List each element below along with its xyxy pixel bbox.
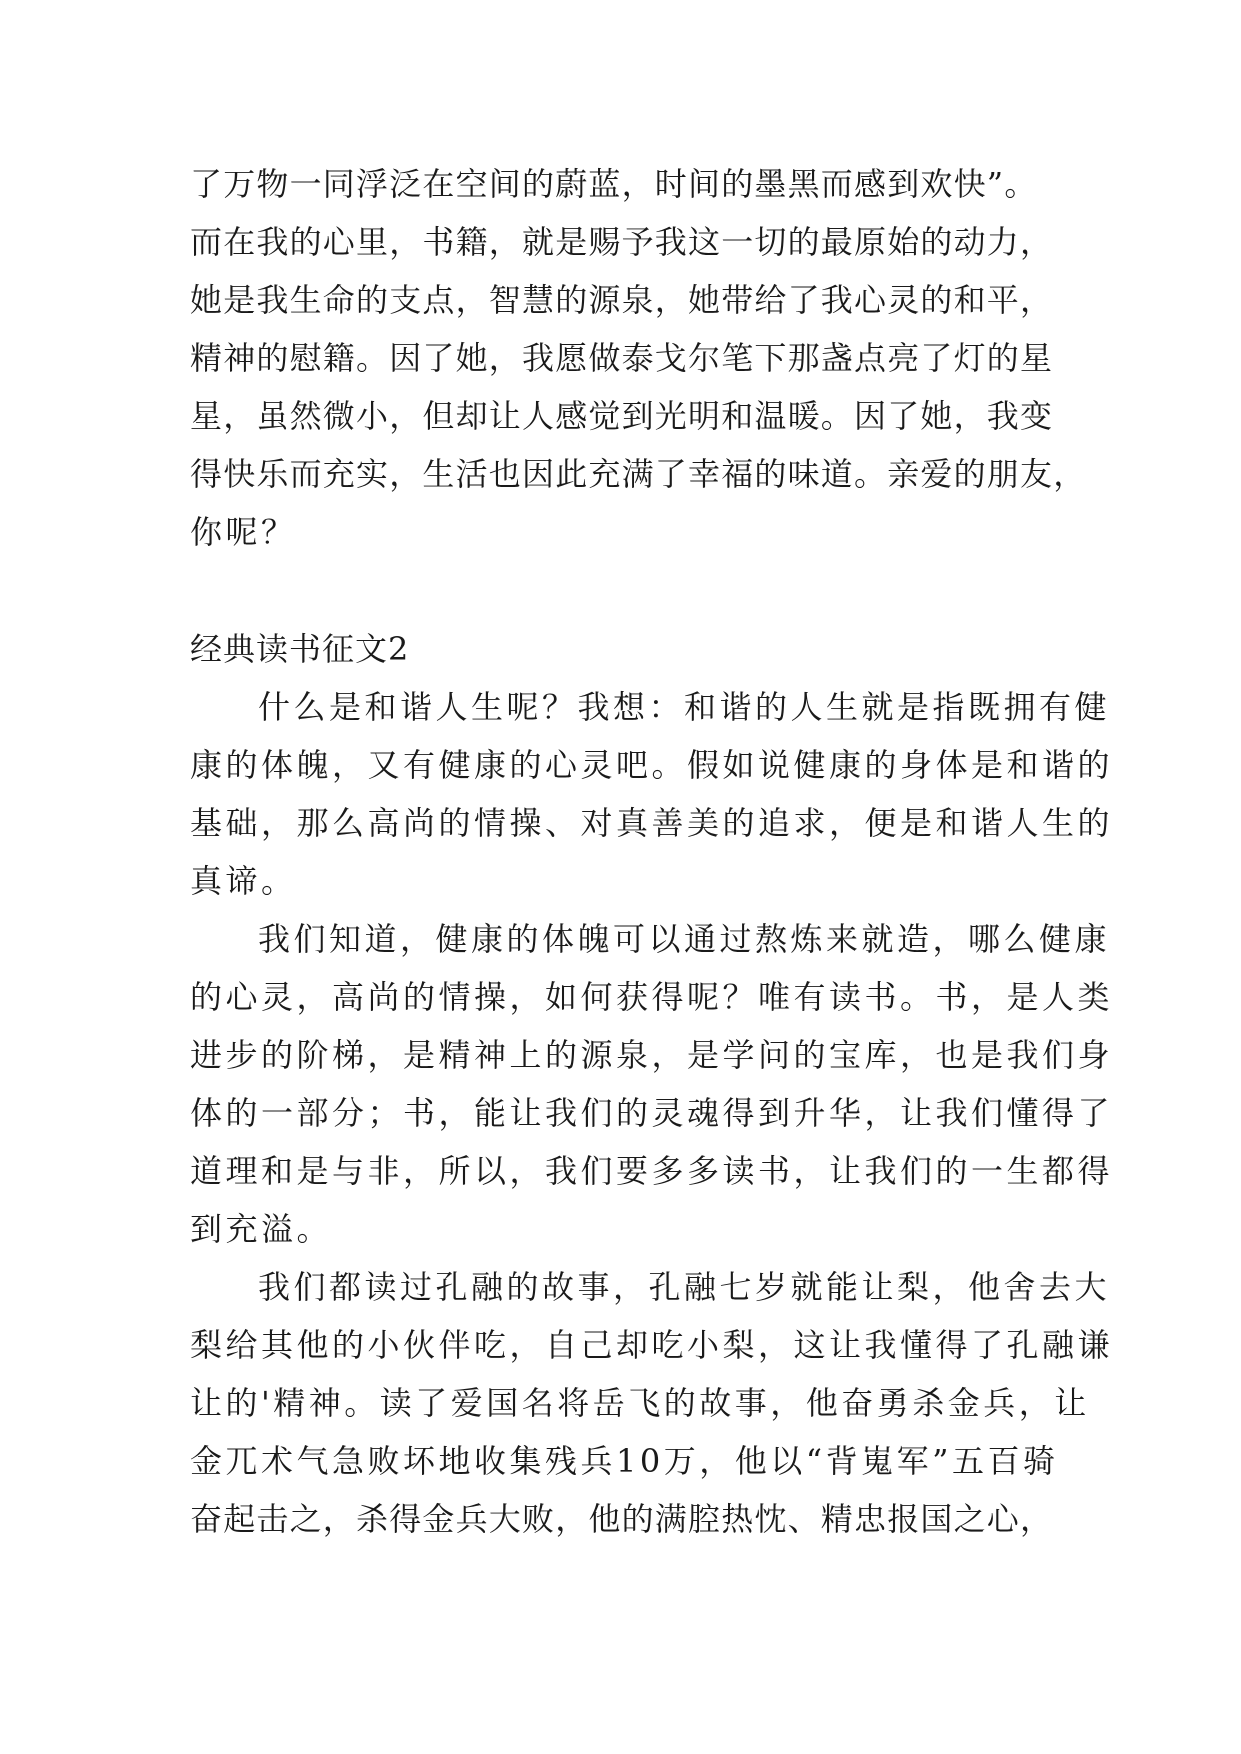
text-line: 梨给其他的小伙伴吃，自己却吃小梨，这让我懂得了孔融谦 (190, 1326, 1114, 1364)
text-line: 你呢？ (190, 513, 297, 551)
text-line: 进步的阶梯，是精神上的源泉，是学问的宝库，也是我们身 (190, 1036, 1114, 1074)
text-line: 真谛。 (190, 862, 297, 900)
text-line: 而在我的心里，书籍，就是赐予我这一切的最原始的动力， (190, 223, 1054, 261)
text-line: 了万物一同浮泛在空间的蔚蓝，时间的墨黑而感到欢快”。 (190, 165, 1038, 203)
text-line: 金兀术气急败坏地收集残兵10万，他以“背嵬军”五百骑 (190, 1442, 1059, 1480)
text-line: 得快乐而充实，生活也因此充满了幸福的味道。亲爱的朋友， (190, 455, 1087, 493)
text-line: 我们都读过孔融的故事，孔融七岁就能让梨，他舍去大 (258, 1268, 1111, 1306)
text-line: 到充溢。 (190, 1210, 333, 1248)
text-line: 基础，那么高尚的情操、对真善美的追求，便是和谐人生的 (190, 804, 1114, 842)
text-line: 康的体魄，又有健康的心灵吧。假如说健康的身体是和谐的 (190, 746, 1114, 784)
section-heading: 经典读书征文2 (190, 630, 410, 668)
text-line: 体的一部分；书，能让我们的灵魂得到升华，让我们懂得了 (190, 1094, 1114, 1132)
text-line: 什么是和谐人生呢？我想：和谐的人生就是指既拥有健 (258, 688, 1111, 726)
text-line: 奋起击之，杀得金兵大败，他的满腔热忱、精忠报国之心， (190, 1500, 1054, 1538)
text-line: 让的'精神。读了爱国名将岳飞的故事，他奋勇杀金兵，让 (190, 1384, 1090, 1422)
text-line: 精神的慰籍。因了她，我愿做泰戈尔笔下那盏点亮了灯的星 (190, 339, 1054, 377)
text-line: 的心灵，高尚的情操，如何获得呢？唯有读书。书，是人类 (190, 978, 1114, 1016)
text-line: 道理和是与非，所以，我们要多多读书，让我们的一生都得 (190, 1152, 1114, 1190)
text-line: 星，虽然微小，但却让人感觉到光明和温暖。因了她，我变 (190, 397, 1054, 435)
text-line: 我们知道，健康的体魄可以通过熬炼来就造，哪么健康 (258, 920, 1111, 958)
text-line: 她是我生命的支点，智慧的源泉，她带给了我心灵的和平， (190, 281, 1054, 319)
